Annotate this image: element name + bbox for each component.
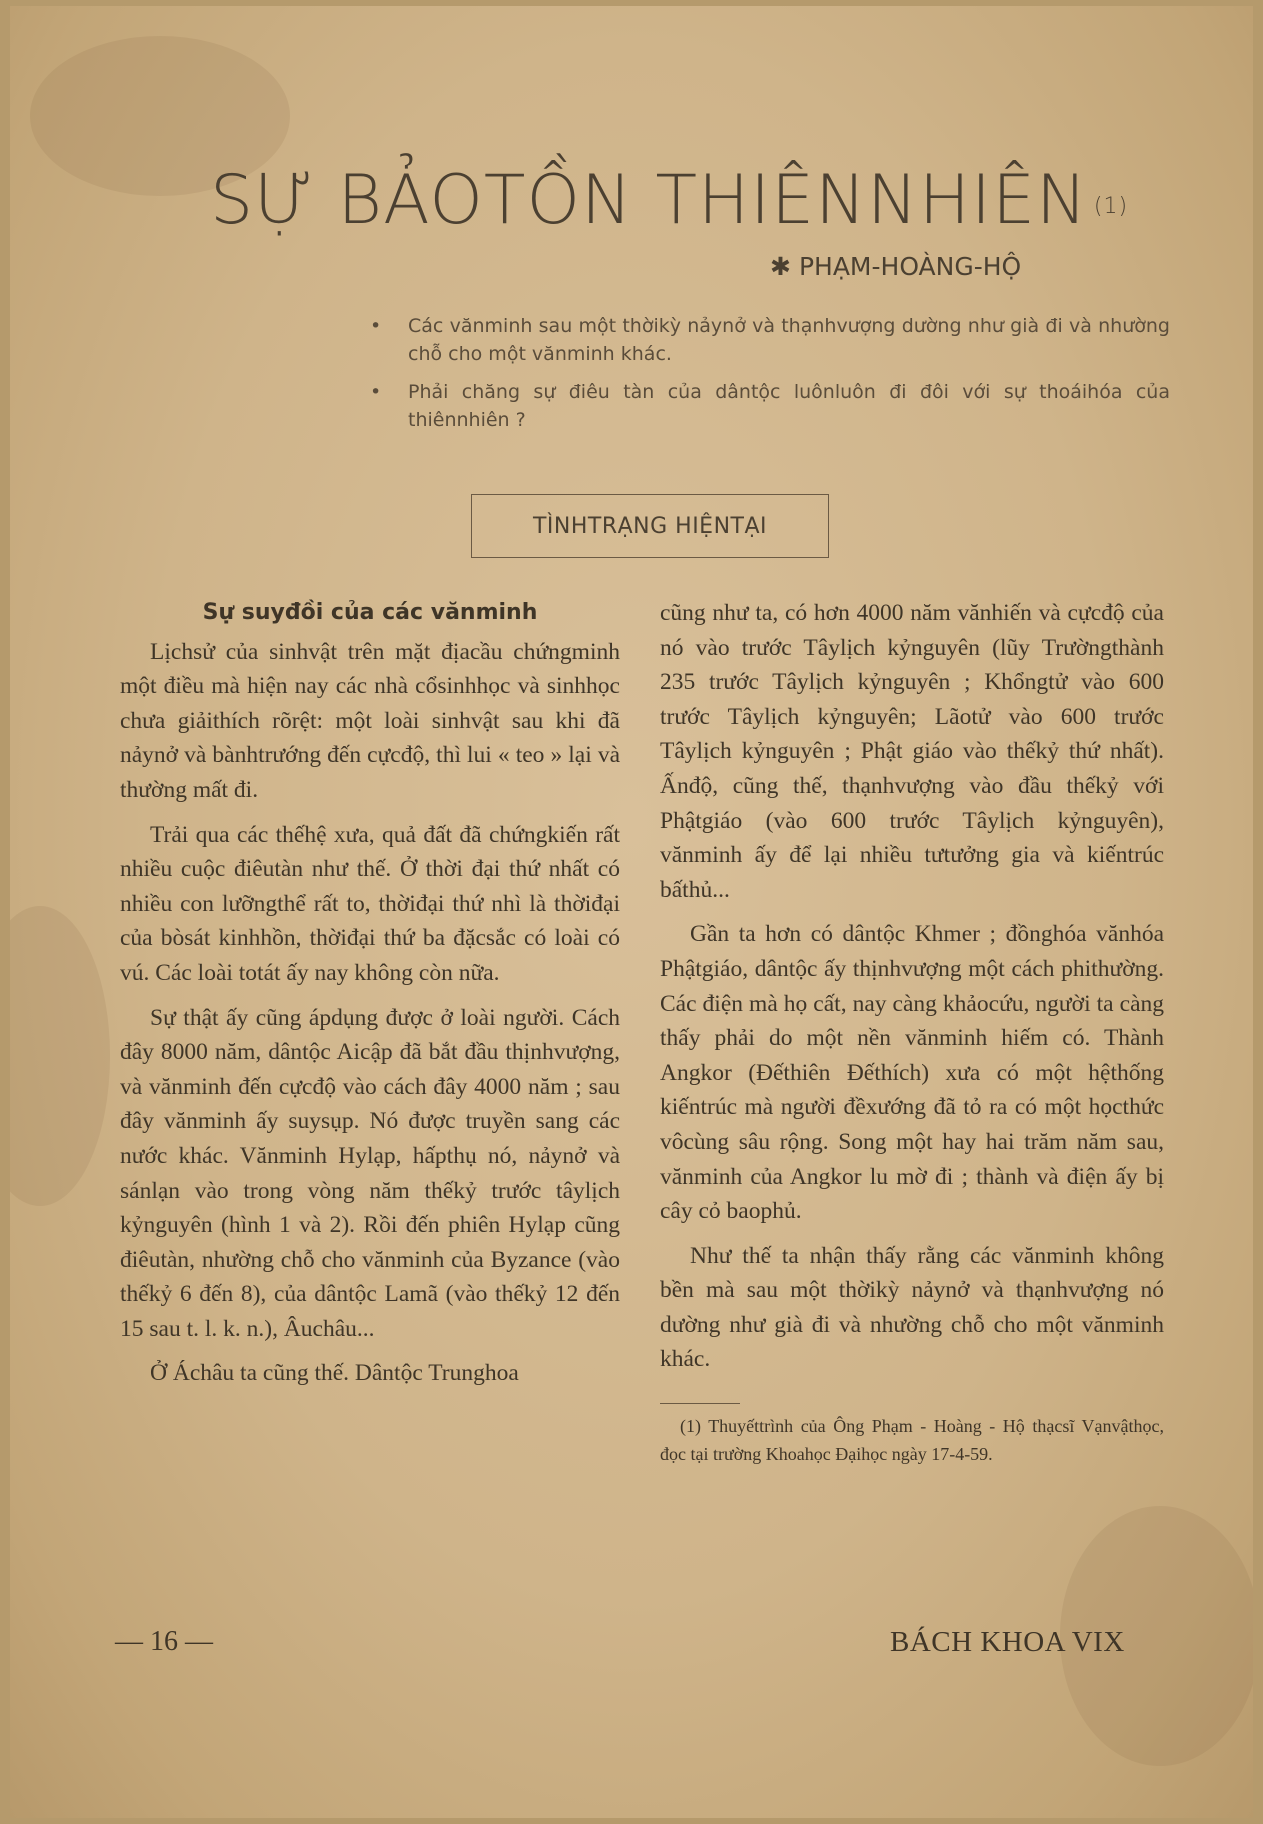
intro-bullet <box>370 312 1170 368</box>
intro-bullet-text: Phải chăng sự điêu tàn của dântộc luônluôn đi đôi với sự thoáihóa của thiênnhiên ? <box>408 381 1170 431</box>
section-heading: TÌNHTRẠNG HIỆNTẠI <box>532 513 768 539</box>
paragraph: Sự thật ấy cũng ápdụng được ở loài người. Cách đây 8000 năm, dântộc Aicập đã bắt đầu thịnhvượng, và vănminh đến cựcđộ vào cách đây 4000 năm ; sau đây vănminh ấy suysụp. Nó được truyền sang các nước khác. Vănminh Hylạp, hấpthụ nó, nảynở và sánlạn vào trong vòng năm thếkỷ trước tâylịch kỷnguyên (hình 1 và 2). Rồi đến phiên Hylạp cũng điêutàn, nhường chỗ cho vănminh của Byzance (vào thếkỷ 6 đến 8), của dântộc Lamã (vào thếkỷ 12 đến 15 sau t. l. k. n.), Âuchâu... <box>120 1004 620 1342</box>
journal-name: BÁCH KHOA VIX <box>890 1626 1125 1658</box>
paragraph: Như thế ta nhận thấy rằng các vănminh không bền mà sau một thờikỳ nảynở và thạnhvượng nó dường như già đi và nhường chỗ cho một vănminh khác. <box>660 1242 1164 1373</box>
page-number: — 16 — <box>115 1626 213 1657</box>
paragraph: Trải qua các thếhệ xưa, quả đất đã chứngkiến rất nhiều cuộc điêutàn như thế. Ở thời đại thứ nhất có nhiều con lưỡngthể rất to, thờiđại thứ nhì là thờiđại của bòsát kinhhồn, thờiđại thứ ba đặcsắc có loài có vú. Các loài totát ấy nay không còn nữa. <box>120 821 620 986</box>
bullet-icon: • <box>370 315 382 337</box>
paper-stain <box>10 906 110 1206</box>
section-heading-box <box>471 494 829 558</box>
right-column <box>660 596 1164 1468</box>
left-column <box>120 596 620 1401</box>
author-line <box>770 252 1021 281</box>
intro-bullet-text: Các vănminh sau một thờikỳ nảynở và thạnhvượng dường như già đi và nhường chỗ cho một vănminh khác. <box>408 315 1170 365</box>
paragraph: Ở Áchâu ta cũng thế. Dântộc Trunghoa <box>150 1360 519 1387</box>
author-name: PHẠM-HOÀNG-HỘ <box>798 252 1022 281</box>
footnote-rule <box>660 1403 740 1404</box>
intro-bullets <box>370 312 1170 444</box>
subheading: Sự suyđồi của các vănminh <box>202 600 538 625</box>
title-text: SỰ BẢOTỒN THIÊNNHIÊN <box>210 161 1088 240</box>
paragraph: Lịchsử của sinhvật trên mặt địacầu chứngminh một điều mà hiện nay các nhà cổsinhhọc và sinhhọc chưa giảithích rõrệt: một loài sinhvật sau khi đã nảynở và bànhtrướng đến cựcđộ, thì lui « teo » lại và thường mất đi. <box>120 638 620 803</box>
paragraph: cũng như ta, có hơn 4000 năm vănhiến và cựcđộ của nó vào trước Tâylịch kỷnguyên (lũy Trườngthành 235 trước Tâylịch kỷnguyên ; Khổngtử vào 600 trước Tâylịch kỷnguyên; Lãotử vào 600 trước Tâylịch kỷnguyên ; Phật giáo vào thếkỷ thứ nhất). Ấnđộ, cũng thế, thạnhvượng vào đầu thếkỷ với Phậtgiáo (vào 600 trước Tâylịch kỷnguyên), vănminh ấy để lại nhiều tưtưởng gia và kiếntrúc bấthủ... <box>660 600 1164 903</box>
intro-bullet <box>370 378 1170 434</box>
asterisk-icon: ✱ <box>770 252 791 281</box>
article-title <box>210 161 1150 241</box>
page <box>10 6 1253 1818</box>
paragraph: Gần ta hơn có dântộc Khmer ; đồnghóa vănhóa Phậtgiáo, dântộc ấy thịnhvượng một cách phithường. Các điện mà họ cất, nay càng khảocứu, người ta càng thấy phải do một nền vănminh hiếm có. Thành Angkor (Đếthiên Đếthích) xưa có một hệthống kiếntrúc mà người đềxướng đã tỏ ra có một họcthức vôcùng sâu rộng. Song một hay hai trăm năm sau, vănminh của Angkor lu mờ đi ; thành và điện ấy bị cây cỏ baophủ. <box>660 921 1164 1225</box>
footnote: (1) Thuyếttrình của Ông Phạm - Hoàng - Hộ thạcsĩ Vạnvậthọc, đọc tại trường Khoahọc Đạihọc ngày 17-4-59. <box>660 1416 1164 1465</box>
title-footnote-marker: (1) <box>1093 194 1129 219</box>
bullet-icon: • <box>370 381 382 403</box>
